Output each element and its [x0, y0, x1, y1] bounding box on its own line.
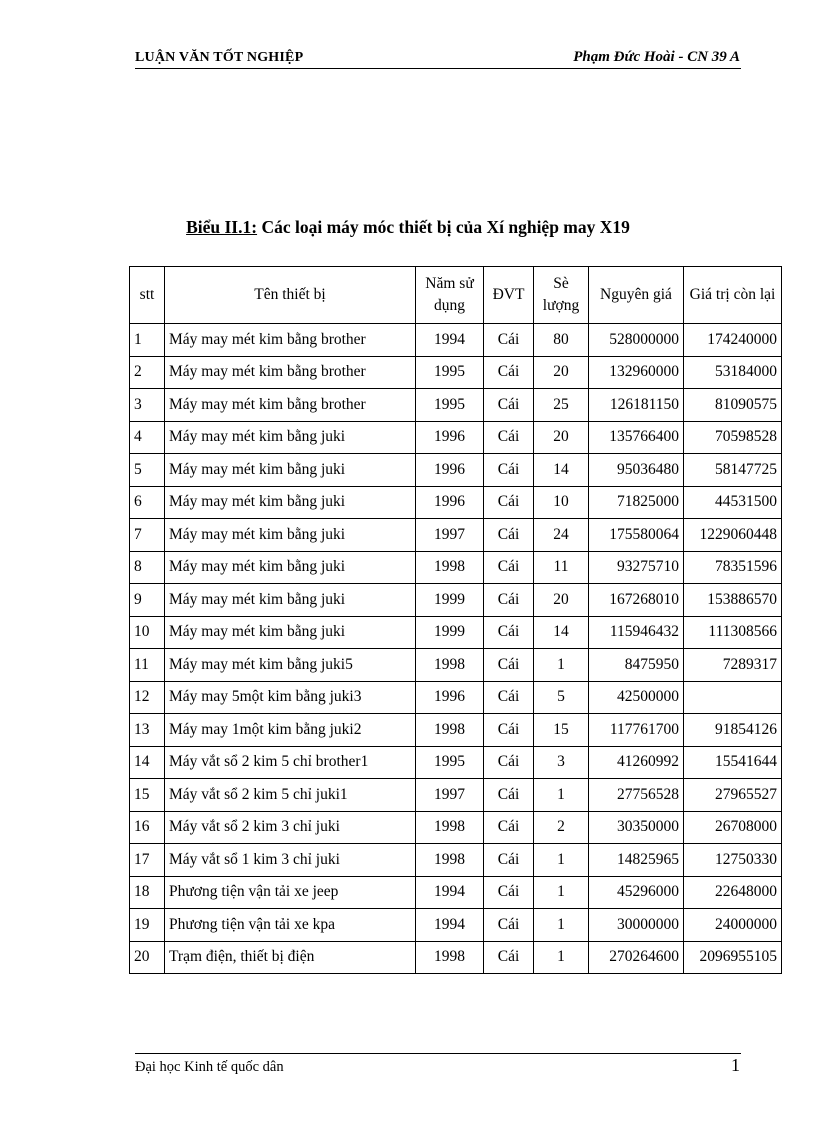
table-caption	[0, 217, 816, 238]
cell-residual: 15541644	[684, 746, 782, 779]
cell-unit: Cái	[484, 779, 534, 812]
table-row	[130, 714, 782, 747]
cell-cost: 27756528	[589, 779, 684, 812]
footer-divider	[135, 1053, 741, 1054]
header-stt: stt	[130, 267, 165, 324]
cell-year: 1995	[416, 746, 484, 779]
cell-stt: 12	[130, 681, 165, 714]
table-row	[130, 486, 782, 519]
header-residual: Giá trị còn lại	[684, 267, 782, 324]
cell-unit: Cái	[484, 324, 534, 357]
cell-year: 1994	[416, 876, 484, 909]
cell-unit: Cái	[484, 941, 534, 974]
cell-stt: 17	[130, 844, 165, 877]
cell-residual: 12750330	[684, 844, 782, 877]
header-unit: ĐVT	[484, 267, 534, 324]
cell-stt: 13	[130, 714, 165, 747]
page-number: 1	[731, 1055, 740, 1075]
cell-cost: 115946432	[589, 616, 684, 649]
cell-stt: 3	[130, 389, 165, 422]
cell-stt: 16	[130, 811, 165, 844]
footer-institution: Đại học Kinh tế quốc dân	[135, 1059, 284, 1075]
cell-name: Máy may mét kim bằng brother	[165, 389, 416, 422]
cell-name: Máy vắt sổ 1 kim 3 chỉ juki	[165, 844, 416, 877]
cell-unit: Cái	[484, 616, 534, 649]
cell-residual: 111308566	[684, 616, 782, 649]
cell-cost: 167268010	[589, 584, 684, 617]
cell-residual: 44531500	[684, 486, 782, 519]
cell-residual: 174240000	[684, 324, 782, 357]
cell-unit: Cái	[484, 811, 534, 844]
cell-stt: 15	[130, 779, 165, 812]
cell-unit: Cái	[484, 389, 534, 422]
cell-cost: 270264600	[589, 941, 684, 974]
cell-name: Máy may mét kim bằng juki	[165, 421, 416, 454]
cell-unit: Cái	[484, 876, 534, 909]
cell-qty: 80	[534, 324, 589, 357]
cell-year: 1997	[416, 779, 484, 812]
cell-year: 1996	[416, 486, 484, 519]
cell-unit: Cái	[484, 551, 534, 584]
cell-name: Máy may mét kim bằng brother	[165, 324, 416, 357]
cell-name: Trạm điện, thiết bị điện	[165, 941, 416, 974]
cell-unit: Cái	[484, 356, 534, 389]
cell-qty: 10	[534, 486, 589, 519]
cell-name: Phương tiện vận tải xe jeep	[165, 876, 416, 909]
cell-unit: Cái	[484, 519, 534, 552]
table-row	[130, 519, 782, 552]
cell-qty: 5	[534, 681, 589, 714]
cell-unit: Cái	[484, 421, 534, 454]
cell-year: 1996	[416, 681, 484, 714]
cell-residual: 26708000	[684, 811, 782, 844]
cell-year: 1996	[416, 421, 484, 454]
cell-qty: 14	[534, 616, 589, 649]
cell-name: Máy may mét kim bằng juki5	[165, 649, 416, 682]
cell-year: 1998	[416, 551, 484, 584]
cell-qty: 24	[534, 519, 589, 552]
table-row	[130, 421, 782, 454]
cell-residual: 91854126	[684, 714, 782, 747]
cell-stt: 11	[130, 649, 165, 682]
cell-year: 1998	[416, 941, 484, 974]
table-row	[130, 811, 782, 844]
cell-unit: Cái	[484, 584, 534, 617]
cell-qty: 2	[534, 811, 589, 844]
cell-year: 1998	[416, 714, 484, 747]
cell-qty: 1	[534, 649, 589, 682]
table-row	[130, 649, 782, 682]
table-row	[130, 454, 782, 487]
cell-qty: 1	[534, 844, 589, 877]
cell-cost: 30000000	[589, 909, 684, 942]
cell-name: Máy may mét kim bằng juki	[165, 519, 416, 552]
table-row	[130, 324, 782, 357]
cell-cost: 41260992	[589, 746, 684, 779]
cell-name: Máy may mét kim bằng juki	[165, 551, 416, 584]
cell-stt: 5	[130, 454, 165, 487]
table-row	[130, 909, 782, 942]
cell-residual: 22648000	[684, 876, 782, 909]
cell-year: 1995	[416, 389, 484, 422]
cell-cost: 8475950	[589, 649, 684, 682]
cell-stt: 10	[130, 616, 165, 649]
cell-cost: 528000000	[589, 324, 684, 357]
table-row	[130, 844, 782, 877]
cell-year: 1994	[416, 909, 484, 942]
cell-residual: 81090575	[684, 389, 782, 422]
cell-qty: 20	[534, 421, 589, 454]
cell-stt: 18	[130, 876, 165, 909]
cell-name: Máy vắt sổ 2 kim 5 chỉ brother1	[165, 746, 416, 779]
header-name: Tên thiết bị	[165, 267, 416, 324]
cell-cost: 42500000	[589, 681, 684, 714]
cell-unit: Cái	[484, 486, 534, 519]
cell-cost: 117761700	[589, 714, 684, 747]
cell-residual: 58147725	[684, 454, 782, 487]
table-caption-text: Các loại máy móc thiết bị của Xí nghiệp may X19	[257, 217, 630, 237]
cell-year: 1998	[416, 811, 484, 844]
table-caption-label: Biểu II.1:	[186, 217, 258, 237]
cell-year: 1996	[416, 454, 484, 487]
cell-unit: Cái	[484, 844, 534, 877]
cell-year: 1997	[416, 519, 484, 552]
cell-stt: 6	[130, 486, 165, 519]
table-row	[130, 551, 782, 584]
cell-unit: Cái	[484, 746, 534, 779]
cell-stt: 2	[130, 356, 165, 389]
header-divider	[135, 68, 741, 69]
cell-residual	[684, 681, 782, 714]
cell-stt: 14	[130, 746, 165, 779]
table-row	[130, 356, 782, 389]
cell-residual: 53184000	[684, 356, 782, 389]
cell-cost: 14825965	[589, 844, 684, 877]
table-body	[130, 324, 782, 974]
table-row	[130, 681, 782, 714]
cell-cost: 95036480	[589, 454, 684, 487]
cell-unit: Cái	[484, 681, 534, 714]
cell-cost: 30350000	[589, 811, 684, 844]
cell-stt: 4	[130, 421, 165, 454]
table-row	[130, 616, 782, 649]
equipment-table	[129, 266, 782, 974]
cell-stt: 9	[130, 584, 165, 617]
cell-qty: 3	[534, 746, 589, 779]
cell-cost: 71825000	[589, 486, 684, 519]
cell-cost: 126181150	[589, 389, 684, 422]
cell-stt: 8	[130, 551, 165, 584]
cell-residual: 153886570	[684, 584, 782, 617]
cell-stt: 19	[130, 909, 165, 942]
cell-name: Máy may mét kim bằng brother	[165, 356, 416, 389]
cell-cost: 132960000	[589, 356, 684, 389]
cell-qty: 25	[534, 389, 589, 422]
cell-qty: 1	[534, 941, 589, 974]
cell-qty: 1	[534, 779, 589, 812]
cell-qty: 1	[534, 909, 589, 942]
header-cost: Nguyên giá	[589, 267, 684, 324]
cell-residual: 27965527	[684, 779, 782, 812]
cell-stt: 1	[130, 324, 165, 357]
cell-name: Máy vắt sổ 2 kim 3 chỉ juki	[165, 811, 416, 844]
cell-name: Máy may mét kim bằng juki	[165, 454, 416, 487]
cell-cost: 45296000	[589, 876, 684, 909]
header-year: Năm sử dụng	[416, 267, 484, 324]
cell-stt: 7	[130, 519, 165, 552]
cell-qty: 20	[534, 356, 589, 389]
header-qty: Sè lượng	[534, 267, 589, 324]
cell-name: Máy may mét kim bằng juki	[165, 486, 416, 519]
cell-residual: 24000000	[684, 909, 782, 942]
cell-unit: Cái	[484, 649, 534, 682]
cell-cost: 175580064	[589, 519, 684, 552]
cell-cost: 93275710	[589, 551, 684, 584]
cell-year: 1995	[416, 356, 484, 389]
cell-qty: 14	[534, 454, 589, 487]
cell-qty: 1	[534, 876, 589, 909]
table-header-row	[130, 267, 782, 324]
cell-name: Máy may mét kim bằng juki	[165, 584, 416, 617]
cell-year: 1994	[416, 324, 484, 357]
cell-cost: 135766400	[589, 421, 684, 454]
running-header-title: LUẬN VĂN TỐT NGHIỆP	[135, 50, 304, 65]
cell-unit: Cái	[484, 909, 534, 942]
cell-unit: Cái	[484, 454, 534, 487]
table-row	[130, 584, 782, 617]
table-row	[130, 746, 782, 779]
cell-name: Máy vắt sổ 2 kim 5 chỉ juki1	[165, 779, 416, 812]
cell-year: 1999	[416, 584, 484, 617]
table-row	[130, 876, 782, 909]
cell-name: Máy may 5một kim bằng juki3	[165, 681, 416, 714]
table-row	[130, 779, 782, 812]
cell-residual: 1229060448	[684, 519, 782, 552]
cell-year: 1998	[416, 649, 484, 682]
cell-name: Máy may mét kim bằng juki	[165, 616, 416, 649]
table-row	[130, 941, 782, 974]
cell-unit: Cái	[484, 714, 534, 747]
cell-residual: 7289317	[684, 649, 782, 682]
cell-residual: 78351596	[684, 551, 782, 584]
cell-qty: 20	[534, 584, 589, 617]
cell-qty: 11	[534, 551, 589, 584]
cell-stt: 20	[130, 941, 165, 974]
cell-year: 1999	[416, 616, 484, 649]
cell-residual: 70598528	[684, 421, 782, 454]
cell-name: Phương tiện vận tải xe kpa	[165, 909, 416, 942]
running-header-author: Phạm Đức Hoài - CN 39 A	[573, 49, 740, 65]
cell-year: 1998	[416, 844, 484, 877]
cell-qty: 15	[534, 714, 589, 747]
table-row	[130, 389, 782, 422]
cell-name: Máy may 1một kim bằng juki2	[165, 714, 416, 747]
cell-residual: 2096955105	[684, 941, 782, 974]
